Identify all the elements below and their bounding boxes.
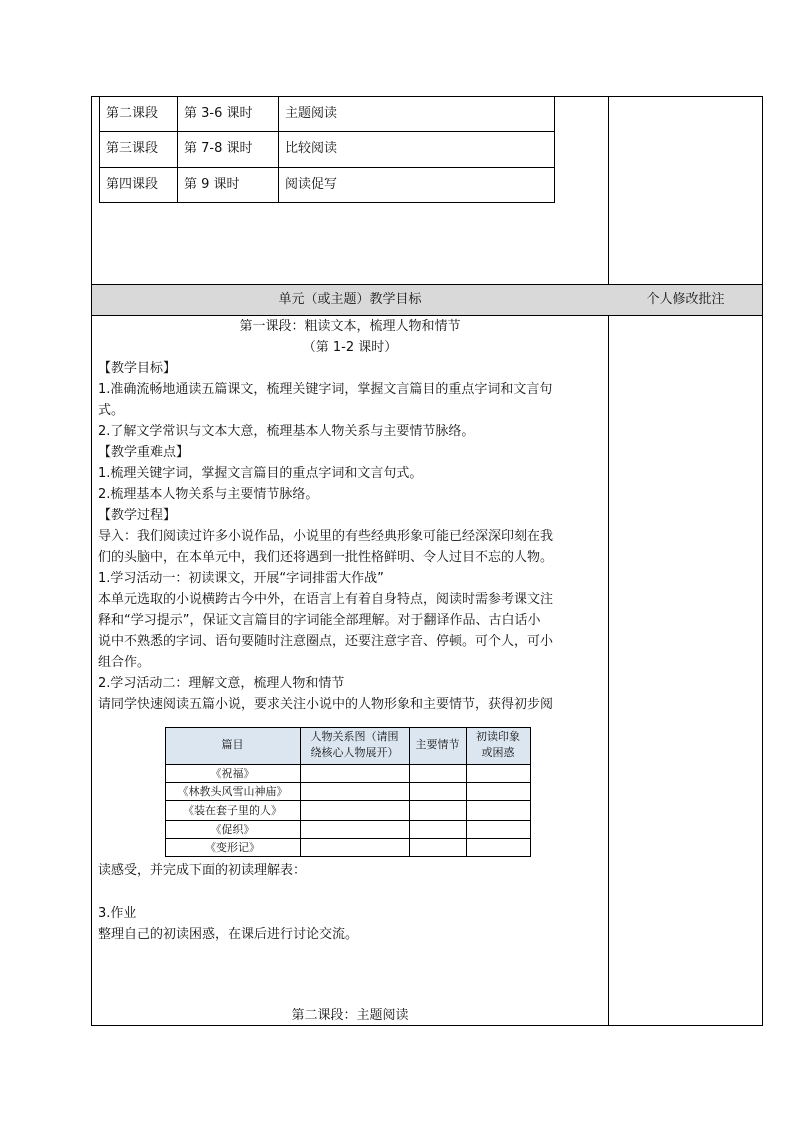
key-item: 1.梳理关键字词，掌握文言篇目的重点字词和文言句式。 [98, 466, 423, 481]
activity1-text: 释和“学习提示”，保证文言篇目的字词能全部理解。对于翻译作品、古白话小 [98, 613, 541, 628]
activity1-heading: 1.学习活动一：初读课文，开展“字词排雷大作战” [98, 571, 384, 586]
reading-table-row-title: 《林教头风雪山神庙》 [177, 785, 288, 798]
outer-right-border [762, 96, 763, 1026]
reading-table-row-title: 《变形记》 [205, 841, 260, 854]
section2-title: 第二课段：主题阅读 [291, 1008, 409, 1023]
reading-table-row-title: 《装在套子里的人》 [183, 804, 282, 817]
reading-table-col-title: 篇目 [221, 738, 244, 751]
section1-subtitle: （第 1-2 课时） [302, 340, 398, 355]
schedule-stage: 第四课段 [106, 177, 159, 192]
reading-table-col-impression-a: 初读印象 [476, 730, 520, 743]
goal-heading: 【教学目标】 [98, 361, 177, 376]
header-personal-notes: 个人修改批注 [646, 292, 725, 307]
key-item: 2.梳理基本人物关系与主要情节脉络。 [98, 487, 319, 502]
outer-middle-border [608, 96, 609, 1026]
intro-text: 们的头脑中，在本单元中，我们还将遇到一批性格鲜明、令人过目不忘的人物。 [98, 550, 554, 565]
key-heading: 【教学重难点】 [98, 445, 190, 460]
schedule-stage: 第二课段 [106, 106, 159, 121]
schedule-topic: 阅读促写 [285, 177, 338, 192]
reading-table-col-plot: 主要情节 [415, 738, 460, 751]
outer-left-border [91, 96, 92, 1026]
rt-hline [165, 727, 531, 728]
goal-item: 式。 [98, 403, 125, 418]
sched-right [554, 96, 555, 203]
activity1-text: 本单元选取的小说横跨古今中外，在语言上有着自身特点，阅读时需参考课文注 [98, 592, 554, 607]
schedule-topic: 主题阅读 [285, 106, 338, 121]
activity2-text: 请同学快速阅读五篇小说，要求关注小说中的人物形象和主要情节，获得初步阅 [98, 697, 554, 712]
schedule-hours: 第 9 课时 [184, 177, 240, 192]
process-heading: 【教学过程】 [98, 508, 177, 523]
schedule-hours: 第 7-8 课时 [184, 141, 253, 156]
reading-table-col-impression-b: 或困惑 [481, 746, 515, 759]
activity1-text: 组合作。 [98, 655, 151, 670]
goal-item: 1.准确流畅地通读五篇课文，梳理关键字词，掌握文言篇目的重点字词和文言句 [98, 382, 553, 397]
intro-text: 导入：我们阅读过许多小说作品，小说里的有些经典形象可能已经深深印刻在我 [98, 529, 554, 544]
sched-bottom [99, 202, 555, 203]
rt-hline [165, 856, 531, 857]
schedule-hours: 第 3-6 课时 [184, 106, 253, 121]
homework-text: 整理自己的初读困惑，在课后进行讨论交流。 [98, 927, 359, 942]
schedule-topic: 比较阅读 [285, 141, 338, 156]
activity2-heading: 2.学习活动二：理解文意，梳理人物和情节 [98, 676, 345, 691]
schedule-stage: 第三课段 [106, 141, 159, 156]
goal-item: 2.了解文学常识与文本大意，梳理基本人物关系与主要情节脉络。 [98, 424, 475, 439]
reading-table-col-relation-a: 人物关系图（请围 [310, 730, 399, 743]
header-teaching-goals: 单元（或主题）教学目标 [278, 292, 422, 307]
activity1-text: 说中不熟悉的字词、语句要随时注意圈点，还要注意字音、停顿。可个人，可小 [98, 634, 554, 649]
section1-title: 第一课段：粗读文本，梳理人物和情节 [239, 319, 461, 334]
activity2-text: 读感受，并完成下面的初读理解表： [98, 863, 307, 878]
rt-hline [165, 800, 531, 801]
homework-heading: 3.作业 [98, 906, 137, 921]
reading-table-row-title: 《祝福》 [210, 767, 255, 780]
reading-table-col-relation-b: 绕核心人物展开） [310, 746, 399, 759]
reading-table-row-title: 《促织》 [210, 823, 255, 836]
